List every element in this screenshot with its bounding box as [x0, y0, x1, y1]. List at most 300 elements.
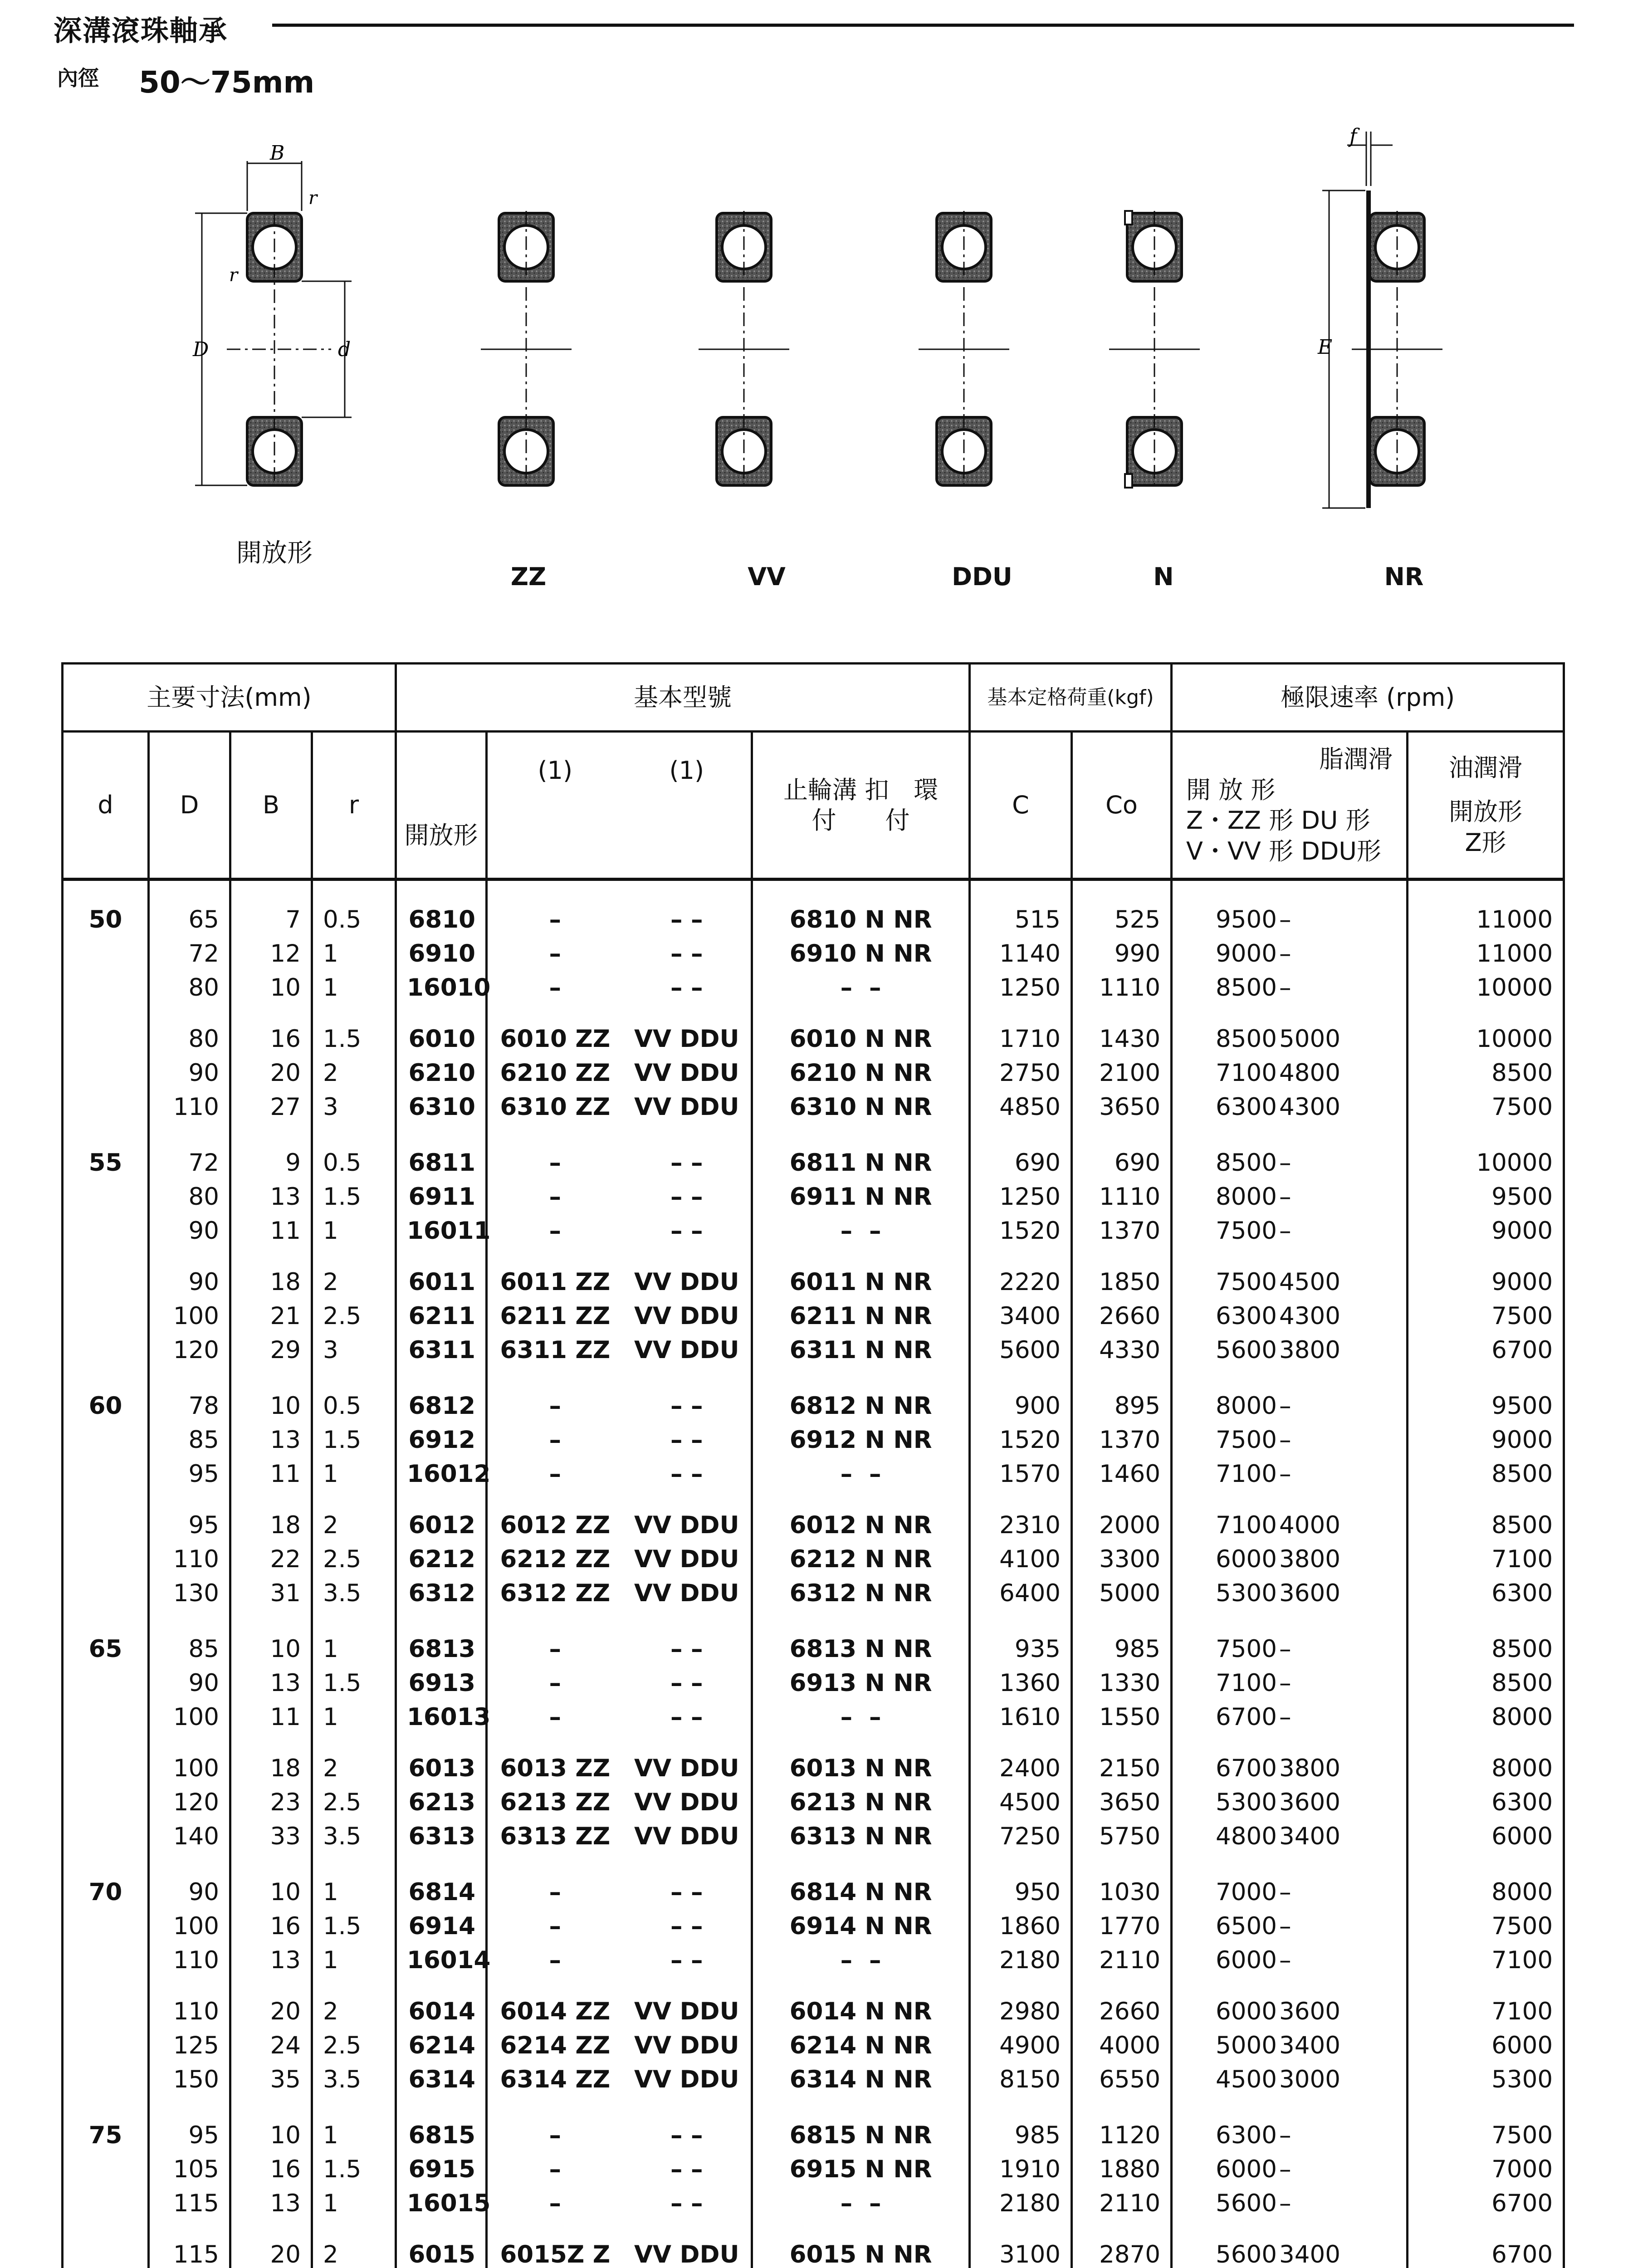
cell-B: 18	[230, 1491, 312, 1542]
cell-grease	[1172, 1090, 1408, 1124]
cell-ring: 6813 N NR	[752, 1610, 970, 1666]
cell-Co: 525	[1072, 880, 1172, 937]
cell-C: 4850	[970, 1090, 1072, 1124]
cell-d	[63, 2152, 149, 2186]
cell-d	[63, 1005, 149, 1056]
cell-oil: 5300	[1408, 2063, 1564, 2097]
cell-oil: 6300	[1408, 1785, 1564, 1819]
grease-du-value: 4000	[1279, 1511, 1340, 1539]
label-n: N	[1153, 562, 1174, 591]
cell-B: 13	[230, 2186, 312, 2220]
col-seal: (1)	[623, 732, 752, 880]
cell-shield: 6314 ZZ	[487, 2063, 623, 2097]
figure-open	[195, 161, 352, 485]
cell-ring: 6812 N NR	[752, 1367, 970, 1423]
table-row	[63, 1423, 1564, 1457]
cell-shield: –	[487, 971, 623, 1005]
cell-oil: 8000	[1408, 1700, 1564, 1734]
cell-D: 80	[149, 1005, 230, 1056]
cell-Co: 1370	[1072, 1423, 1172, 1457]
col-ring-line1: 止輪溝 扣 環	[783, 775, 939, 804]
cell-D: 100	[149, 1299, 230, 1333]
cell-Co: 990	[1072, 937, 1172, 971]
cell-oil: 7100	[1408, 1943, 1564, 1977]
cell-Co: 1880	[1072, 2152, 1172, 2186]
cell-seal: – –	[623, 937, 752, 971]
cell-d	[63, 2186, 149, 2220]
cell-grease	[1172, 1610, 1408, 1666]
cell-shield: 6011 ZZ	[487, 1248, 623, 1299]
grease-open-value: 6000	[1216, 1545, 1277, 1573]
cell-seal: – –	[623, 1853, 752, 1909]
cell-ring: 6010 N NR	[752, 1005, 970, 1056]
cell-D: 65	[149, 880, 230, 937]
cell-oil: 10000	[1408, 971, 1564, 1005]
figure-ddu	[919, 211, 1009, 488]
cell-C: 4900	[970, 2028, 1072, 2063]
col-oil-line2: Z形	[1465, 828, 1506, 857]
cell-shield: –	[487, 880, 623, 937]
grease-du-value: 3600	[1279, 1789, 1340, 1816]
cell-open: 6211	[396, 1299, 487, 1333]
cell-ring: 6213 N NR	[752, 1785, 970, 1819]
cell-r: 3	[312, 1090, 396, 1124]
cell-oil: 7500	[1408, 2097, 1564, 2152]
grease-open-value: 7100	[1216, 1059, 1277, 1087]
cell-C: 2980	[970, 1977, 1072, 2028]
cell-Co: 2870	[1072, 2220, 1172, 2268]
cell-D: 95	[149, 1457, 230, 1491]
cell-open: 6914	[396, 1909, 487, 1943]
cell-C: 1250	[970, 1180, 1072, 1214]
cell-oil: 6300	[1408, 1576, 1564, 1610]
cell-open: 6011	[396, 1248, 487, 1299]
cell-D: 130	[149, 1576, 230, 1610]
cell-Co: 4330	[1072, 1333, 1172, 1367]
label-nr: NR	[1384, 562, 1424, 591]
cell-r: 1	[312, 1214, 396, 1248]
grease-du-value: 3400	[1279, 1823, 1340, 1850]
cell-D: 100	[149, 1700, 230, 1734]
cell-r: 1	[312, 937, 396, 971]
cell-open: 6013	[396, 1734, 487, 1785]
cell-B: 16	[230, 1005, 312, 1056]
grease-du-value: 5000	[1279, 1025, 1340, 1053]
cell-ring: – –	[752, 2186, 970, 2220]
cell-B: 22	[230, 1542, 312, 1576]
cell-C: 2180	[970, 2186, 1072, 2220]
cell-grease	[1172, 1367, 1408, 1423]
col-Co: Co	[1072, 732, 1172, 880]
cell-Co: 690	[1072, 1124, 1172, 1180]
cell-r: 3.5	[312, 1819, 396, 1853]
grease-du-value: –	[1279, 940, 1291, 968]
grease-du-value: 3600	[1279, 1998, 1340, 2025]
cell-seal: VV DDU	[623, 1491, 752, 1542]
cell-Co: 1850	[1072, 1248, 1172, 1299]
grease-open-value: 6300	[1216, 1093, 1277, 1121]
cell-oil: 8000	[1408, 1734, 1564, 1785]
cell-grease	[1172, 1423, 1408, 1457]
table-row	[63, 1819, 1564, 1853]
cell-grease	[1172, 1457, 1408, 1491]
cell-D: 120	[149, 1785, 230, 1819]
cell-d: 65	[63, 1610, 149, 1666]
cell-open: 6212	[396, 1542, 487, 1576]
cell-Co: 2000	[1072, 1491, 1172, 1542]
cell-B: 11	[230, 1457, 312, 1491]
dim-d: d	[338, 338, 351, 361]
grease-du-value: –	[1279, 1426, 1291, 1454]
cell-ring: – –	[752, 971, 970, 1005]
cell-r: 3.5	[312, 2063, 396, 2097]
cell-open: 6312	[396, 1576, 487, 1610]
cell-C: 5600	[970, 1333, 1072, 1367]
grease-open-value: 4500	[1216, 2066, 1277, 2093]
cell-r: 1	[312, 971, 396, 1005]
cell-grease	[1172, 2186, 1408, 2220]
cell-B: 13	[230, 1666, 312, 1700]
cell-d	[63, 1056, 149, 1090]
cell-D: 72	[149, 937, 230, 971]
cell-oil: 11000	[1408, 937, 1564, 971]
cell-open: 6913	[396, 1666, 487, 1700]
cell-D: 80	[149, 971, 230, 1005]
cell-C: 3100	[970, 2220, 1072, 2268]
table-row	[63, 1090, 1564, 1124]
cell-D: 110	[149, 1977, 230, 2028]
cell-Co: 2100	[1072, 1056, 1172, 1090]
cell-d	[63, 1977, 149, 2028]
cell-ring: 6314 N NR	[752, 2063, 970, 2097]
cell-d	[63, 2063, 149, 2097]
table-row	[63, 2063, 1564, 2097]
cell-Co: 1330	[1072, 1666, 1172, 1700]
cell-grease	[1172, 1248, 1408, 1299]
cell-B: 23	[230, 1785, 312, 1819]
cell-B: 13	[230, 1943, 312, 1977]
dim-E: E	[1318, 336, 1333, 359]
label-open: 開放形	[236, 538, 313, 568]
table-row	[63, 971, 1564, 1005]
grease-open-value: 7000	[1216, 1878, 1277, 1906]
cell-oil: 6000	[1408, 1819, 1564, 1853]
cell-oil: 9000	[1408, 1423, 1564, 1457]
table-row	[63, 2220, 1564, 2268]
cell-open: 6911	[396, 1180, 487, 1214]
cell-B: 29	[230, 1333, 312, 1367]
group-dims: 主要寸法(mm)	[63, 664, 396, 732]
grease-du-value: 4800	[1279, 1059, 1340, 1087]
cell-B: 10	[230, 971, 312, 1005]
cell-shield: –	[487, 1943, 623, 1977]
cell-Co: 2660	[1072, 1299, 1172, 1333]
table-row	[63, 1576, 1564, 1610]
cell-oil: 10000	[1408, 1005, 1564, 1056]
cell-C: 2400	[970, 1734, 1072, 1785]
cell-d	[63, 1214, 149, 1248]
cell-B: 21	[230, 1299, 312, 1333]
cell-d	[63, 1180, 149, 1214]
table-row	[63, 880, 1564, 937]
grease-open-value: 5600	[1216, 2241, 1277, 2268]
cell-D: 125	[149, 2028, 230, 2063]
cell-D: 110	[149, 1943, 230, 1977]
cell-r: 2	[312, 1248, 396, 1299]
cell-shield: –	[487, 1124, 623, 1180]
grease-open-value: 7500	[1216, 1635, 1277, 1663]
cell-B: 7	[230, 880, 312, 937]
cell-open: 16014	[396, 1943, 487, 1977]
cell-seal: – –	[623, 1124, 752, 1180]
cell-Co: 5000	[1072, 1576, 1172, 1610]
bore-range: 50～75mm	[139, 65, 315, 100]
cell-ring: 6210 N NR	[752, 1056, 970, 1090]
cell-ring: – –	[752, 1214, 970, 1248]
cell-d	[63, 1457, 149, 1491]
cell-ring: 6915 N NR	[752, 2152, 970, 2186]
table-row	[63, 1853, 1564, 1909]
cell-oil: 7100	[1408, 1542, 1564, 1576]
cell-open: 6012	[396, 1491, 487, 1542]
cell-r: 2	[312, 1056, 396, 1090]
cell-ring: 6910 N NR	[752, 937, 970, 971]
grease-open-value: 6300	[1216, 1302, 1277, 1330]
table-row	[63, 1367, 1564, 1423]
cell-grease	[1172, 2220, 1408, 2268]
table-row	[63, 1700, 1564, 1734]
cell-seal: VV DDU	[623, 1542, 752, 1576]
grease-open-value: 7100	[1216, 1511, 1277, 1539]
cell-d	[63, 1819, 149, 1853]
cell-shield: –	[487, 2152, 623, 2186]
cell-C: 6400	[970, 1576, 1072, 1610]
cell-d	[63, 1299, 149, 1333]
cell-oil: 7500	[1408, 1909, 1564, 1943]
cell-B: 10	[230, 1367, 312, 1423]
cell-oil: 7500	[1408, 1090, 1564, 1124]
cell-Co: 3650	[1072, 1090, 1172, 1124]
grease-du-value: –	[1279, 1392, 1291, 1420]
grease-du-value: 4500	[1279, 1268, 1340, 1296]
col-grease-line1: 開 放 形	[1186, 775, 1276, 804]
cell-ring: 6011 N NR	[752, 1248, 970, 1299]
label-zz: ZZ	[510, 562, 547, 591]
cell-seal: – –	[623, 1367, 752, 1423]
grease-open-value: 7500	[1216, 1426, 1277, 1454]
cell-open: 6811	[396, 1124, 487, 1180]
table-row	[63, 2152, 1564, 2186]
cell-shield: –	[487, 1909, 623, 1943]
cell-shield: –	[487, 1214, 623, 1248]
cell-D: 90	[149, 1853, 230, 1909]
cell-d	[63, 1333, 149, 1367]
cell-oil: 9000	[1408, 1248, 1564, 1299]
cell-r: 3.5	[312, 1576, 396, 1610]
cell-grease	[1172, 1124, 1408, 1180]
cell-B: 11	[230, 1700, 312, 1734]
cell-shield: 6310 ZZ	[487, 1090, 623, 1124]
cell-open: 6210	[396, 1056, 487, 1090]
cell-r: 2.5	[312, 2028, 396, 2063]
group-models: 基本型號	[396, 664, 970, 732]
cell-ring: 6015 N NR	[752, 2220, 970, 2268]
grease-du-value: 3800	[1279, 1336, 1340, 1364]
cell-ring: 6811 N NR	[752, 1124, 970, 1180]
cell-C: 1610	[970, 1700, 1072, 1734]
cell-oil: 6000	[1408, 2028, 1564, 2063]
cell-seal: VV DDU	[623, 1734, 752, 1785]
grease-open-value: 7500	[1216, 1217, 1277, 1245]
cell-shield: 6014 ZZ	[487, 1977, 623, 2028]
cell-oil: 8500	[1408, 1491, 1564, 1542]
cell-grease	[1172, 1491, 1408, 1542]
cell-seal: – –	[623, 1423, 752, 1457]
grease-du-value: –	[1279, 1912, 1291, 1940]
cell-ring: 6012 N NR	[752, 1491, 970, 1542]
grease-open-value: 9500	[1216, 906, 1277, 934]
grease-du-value: –	[1279, 906, 1291, 934]
cell-C: 690	[970, 1124, 1072, 1180]
cell-shield: –	[487, 937, 623, 971]
cell-grease	[1172, 1734, 1408, 1785]
col-grease-title: 脂潤滑	[1319, 745, 1393, 773]
cell-ring: 6014 N NR	[752, 1977, 970, 2028]
table-row	[63, 1299, 1564, 1333]
cell-open: 6015	[396, 2220, 487, 2268]
cell-d	[63, 2028, 149, 2063]
cell-D: 115	[149, 2186, 230, 2220]
table-row	[63, 1943, 1564, 1977]
bore-label: 內徑	[57, 66, 99, 90]
cell-B: 13	[230, 1423, 312, 1457]
cell-seal: – –	[623, 2186, 752, 2220]
cell-C: 515	[970, 880, 1072, 937]
cell-ring: 6211 N NR	[752, 1299, 970, 1333]
cell-oil: 8500	[1408, 1056, 1564, 1090]
cell-Co: 985	[1072, 1610, 1172, 1666]
cell-D: 72	[149, 1124, 230, 1180]
cell-open: 6014	[396, 1977, 487, 2028]
table-row	[63, 1785, 1564, 1819]
grease-du-value: 3800	[1279, 1755, 1340, 1782]
cell-r: 0.5	[312, 1367, 396, 1423]
cell-open: 16012	[396, 1457, 487, 1491]
cell-shield: 6214 ZZ	[487, 2028, 623, 2063]
cell-ring: 6913 N NR	[752, 1666, 970, 1700]
table-row	[63, 937, 1564, 971]
cell-r: 1.5	[312, 1909, 396, 1943]
grease-du-value: 3600	[1279, 1579, 1340, 1607]
cell-oil: 9500	[1408, 1180, 1564, 1214]
cell-C: 8150	[970, 2063, 1072, 2097]
cell-oil: 9500	[1408, 1367, 1564, 1423]
cell-D: 90	[149, 1248, 230, 1299]
cell-B: 27	[230, 1090, 312, 1124]
cell-B: 10	[230, 1610, 312, 1666]
cell-Co: 1370	[1072, 1214, 1172, 1248]
grease-open-value: 6300	[1216, 2121, 1277, 2149]
grease-open-value: 5600	[1216, 2190, 1277, 2217]
cell-Co: 4000	[1072, 2028, 1172, 2063]
cell-ring: 6214 N NR	[752, 2028, 970, 2063]
cell-seal: VV DDU	[623, 1977, 752, 2028]
cell-open: 6310	[396, 1090, 487, 1124]
cell-C: 2220	[970, 1248, 1072, 1299]
cell-d	[63, 1090, 149, 1124]
cell-C: 935	[970, 1610, 1072, 1666]
cell-D: 110	[149, 1090, 230, 1124]
cell-open: 16013	[396, 1700, 487, 1734]
figure-nr	[1322, 132, 1442, 508]
cell-ring: – –	[752, 1700, 970, 1734]
cell-open: 6910	[396, 937, 487, 971]
table-row	[63, 1124, 1564, 1180]
label-vv: VV	[748, 562, 786, 591]
col-r: r	[312, 732, 396, 880]
cell-d	[63, 2220, 149, 2268]
cell-seal: – –	[623, 1457, 752, 1491]
cell-C: 1520	[970, 1423, 1072, 1457]
cell-shield: 6312 ZZ	[487, 1576, 623, 1610]
cell-d	[63, 937, 149, 971]
cell-d	[63, 971, 149, 1005]
cell-shield: –	[487, 1180, 623, 1214]
table-row	[63, 1457, 1564, 1491]
grease-du-value: –	[1279, 2190, 1291, 2217]
cell-grease	[1172, 1700, 1408, 1734]
cell-B: 20	[230, 1977, 312, 2028]
grease-open-value: 5300	[1216, 1579, 1277, 1607]
cell-d	[63, 1248, 149, 1299]
cell-shield: –	[487, 1853, 623, 1909]
cell-D: 85	[149, 1610, 230, 1666]
cell-shield: –	[487, 1700, 623, 1734]
cell-r: 1	[312, 1700, 396, 1734]
cell-d	[63, 1785, 149, 1819]
cell-B: 9	[230, 1124, 312, 1180]
cell-ring: 6914 N NR	[752, 1909, 970, 1943]
cell-grease	[1172, 1819, 1408, 1853]
group-speed: 極限速率 (rpm)	[1172, 664, 1564, 732]
cell-d	[63, 1666, 149, 1700]
grease-open-value: 6700	[1216, 1755, 1277, 1782]
cell-d	[63, 1542, 149, 1576]
cell-D: 80	[149, 1180, 230, 1214]
cell-B: 10	[230, 1853, 312, 1909]
cell-D: 140	[149, 1819, 230, 1853]
cell-oil: 11000	[1408, 880, 1564, 937]
cell-shield: 6311 ZZ	[487, 1333, 623, 1367]
cell-seal: – –	[623, 971, 752, 1005]
table-row	[63, 1248, 1564, 1299]
grease-open-value: 6000	[1216, 2156, 1277, 2183]
cell-grease	[1172, 1056, 1408, 1090]
cell-Co: 895	[1072, 1367, 1172, 1423]
cell-oil: 8500	[1408, 1457, 1564, 1491]
cell-open: 16015	[396, 2186, 487, 2220]
col-open: 開放形	[396, 732, 487, 880]
col-grease	[1172, 732, 1408, 880]
cell-C: 1710	[970, 1005, 1072, 1056]
cell-C: 1570	[970, 1457, 1072, 1491]
cell-ring: – –	[752, 1943, 970, 1977]
cell-seal: VV DDU	[623, 1248, 752, 1299]
cell-grease	[1172, 1909, 1408, 1943]
cell-seal: VV DDU	[623, 1090, 752, 1124]
grease-du-value: –	[1279, 1946, 1291, 1974]
dim-f: f	[1349, 125, 1357, 148]
